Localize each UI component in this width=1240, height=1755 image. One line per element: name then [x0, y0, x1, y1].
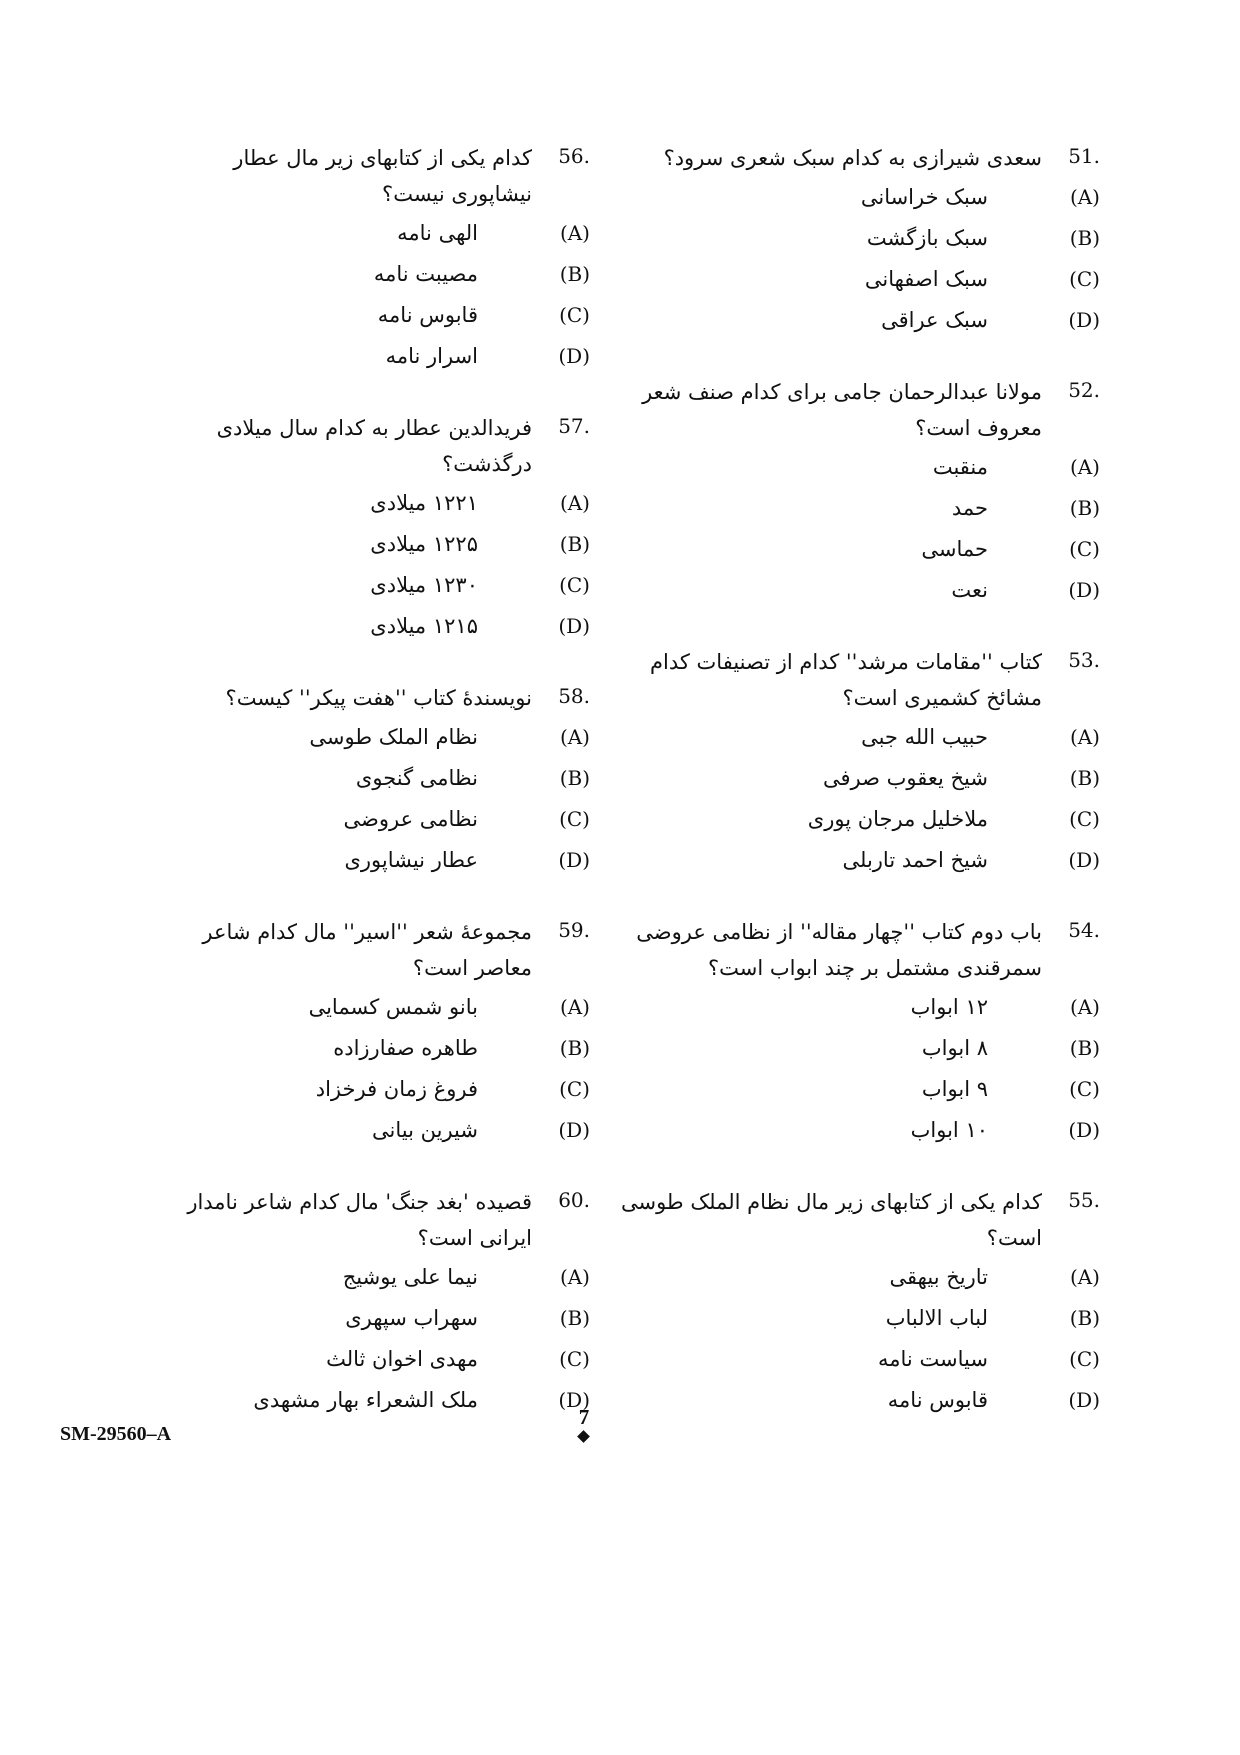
option-row: [620, 1027, 1100, 1068]
option-label: (B): [1069, 1035, 1100, 1060]
option-label: (C): [1069, 806, 1100, 831]
question-header: [620, 1184, 1100, 1256]
option-text: قابوس نامه: [377, 302, 478, 327]
option-label: (C): [559, 806, 590, 831]
option-label: (B): [1069, 1305, 1100, 1330]
question-header: [620, 914, 1100, 986]
option-row: [620, 1068, 1100, 1109]
question-51: [620, 140, 1100, 340]
option-text: نظامی عروضی: [343, 806, 478, 831]
question-text: کدام یکی از کتابهای زیر مال عطار نیشاپوری نیست؟: [233, 146, 532, 206]
option-row: [150, 1256, 590, 1297]
question-52: [620, 374, 1100, 610]
option-row: [150, 1027, 590, 1068]
option-text: ۱۲۲۱ میلادی: [370, 490, 478, 515]
paper-code: SM-29560–A: [60, 1423, 172, 1445]
question-header: [150, 140, 590, 212]
question-number: 58.: [558, 684, 590, 708]
question-number: 59.: [558, 918, 590, 942]
option-label: (D): [558, 1117, 590, 1142]
question-57: [150, 410, 590, 646]
option-label: (D): [558, 343, 590, 368]
option-label: (A): [559, 724, 590, 749]
right-column: [620, 140, 1100, 1454]
option-text: حمد: [951, 495, 988, 520]
option-text: الهی نامه: [397, 220, 478, 245]
option-text: ۱۰ ابواب: [910, 1117, 988, 1142]
option-row: [620, 217, 1100, 258]
option-row: [150, 294, 590, 335]
question-text: نویسندهٔ کتاب ''هفت پیکر'' کیست؟: [225, 686, 532, 710]
option-row: [150, 335, 590, 376]
option-row: [620, 1256, 1100, 1297]
question-number: 60.: [558, 1188, 590, 1212]
option-text: ۱۲۲۵ میلادی: [370, 531, 478, 556]
option-label: (C): [1069, 1076, 1100, 1101]
question-number: 57.: [558, 414, 590, 438]
option-label: (D): [1068, 1387, 1100, 1412]
option-row: [150, 1068, 590, 1109]
option-row: [620, 716, 1100, 757]
option-text: ۱۲ ابواب: [910, 994, 988, 1019]
option-label: (C): [559, 1076, 590, 1101]
option-label: (D): [1068, 847, 1100, 872]
option-label: (B): [559, 531, 590, 556]
option-text: فروغ زمان فرخزاد: [315, 1076, 478, 1101]
option-text: بانو شمس کسمایی: [308, 994, 478, 1019]
question-text: قصیده 'بغد جنگ' مال کدام شاعر نامدار ایرانی است؟: [187, 1190, 532, 1250]
question-58: [150, 680, 590, 880]
option-label: (A): [559, 490, 590, 515]
option-text: طاهره صفارزاده: [333, 1035, 478, 1060]
option-row: [620, 839, 1100, 880]
question-number: 56.: [558, 144, 590, 168]
option-label: (A): [559, 1264, 590, 1289]
question-text: مولانا عبدالرحمان جامی برای کدام صنف شعر معروف است؟: [642, 380, 1042, 440]
option-text: سبک بازگشت: [866, 225, 988, 250]
option-row: [620, 757, 1100, 798]
option-row: [620, 798, 1100, 839]
question-header: [150, 914, 590, 986]
option-label: (C): [559, 1346, 590, 1371]
question-56: [150, 140, 590, 376]
option-label: (B): [559, 1305, 590, 1330]
question-text: فریدالدین عطار به کدام سال میلادی درگذشت؟: [216, 416, 532, 476]
option-text: ۱۲۱۵ میلادی: [370, 613, 478, 638]
left-column: [150, 140, 590, 1454]
question-text: مجموعهٔ شعر ''اسیر'' مال کدام شاعر معاصر است؟: [202, 920, 532, 980]
option-label: (C): [559, 302, 590, 327]
option-row: [150, 564, 590, 605]
option-text: نظام الملک طوسی: [309, 724, 478, 749]
option-label: (D): [558, 847, 590, 872]
option-text: سبک عراقی: [881, 307, 988, 332]
option-text: لباب الالباب: [885, 1305, 988, 1330]
question-header: [150, 410, 590, 482]
option-row: [620, 1109, 1100, 1150]
option-row: [620, 1297, 1100, 1338]
option-label: (D): [558, 613, 590, 638]
option-row: [150, 605, 590, 646]
option-row: [150, 839, 590, 880]
option-text: تاریخ بیهقی: [889, 1264, 988, 1289]
option-text: سهراب سپهری: [345, 1305, 478, 1330]
option-label: (C): [1069, 536, 1100, 561]
option-text: ۹ ابواب: [921, 1076, 988, 1101]
option-label: (A): [559, 220, 590, 245]
option-row: [150, 1109, 590, 1150]
option-text: ۸ ابواب: [921, 1035, 988, 1060]
question-header: [620, 140, 1100, 176]
option-row: [150, 523, 590, 564]
option-row: [620, 569, 1100, 610]
option-row: [620, 258, 1100, 299]
question-text: سعدی شیرازی به کدام سبک شعری سرود؟: [663, 146, 1042, 170]
option-text: قابوس نامه: [887, 1387, 988, 1412]
option-text: نیما علی یوشیج: [342, 1264, 478, 1289]
option-label: (C): [1069, 1346, 1100, 1371]
question-59: [150, 914, 590, 1150]
question-number: 52.: [1068, 378, 1100, 402]
option-text: ۱۲۳۰ میلادی: [370, 572, 478, 597]
option-text: نعت: [951, 577, 988, 602]
option-text: شیخ احمد تاربلی: [842, 847, 988, 872]
option-text: حماسی: [921, 536, 988, 561]
option-text: سبک اصفهانی: [864, 266, 988, 291]
option-label: (B): [559, 765, 590, 790]
question-text: باب دوم کتاب ''چهار مقاله'' از نظامی عروضی سمرقندی مشتمل بر چند ابواب است؟: [636, 920, 1042, 980]
question-number: 51.: [1068, 144, 1100, 168]
option-text: عطار نیشاپوری: [344, 847, 478, 872]
option-row: [150, 1338, 590, 1379]
option-label: (A): [1069, 1264, 1100, 1289]
option-row: [620, 1379, 1100, 1420]
option-text: حبیب الله جبی: [861, 724, 988, 749]
question-header: [150, 1184, 590, 1256]
option-label: (A): [1069, 994, 1100, 1019]
option-label: (D): [1068, 577, 1100, 602]
question-53: [620, 644, 1100, 880]
option-text: منقبت: [932, 454, 988, 479]
option-text: نظامی گنجوی: [355, 765, 478, 790]
question-header: [620, 374, 1100, 446]
option-row: [150, 1379, 590, 1420]
option-label: (D): [1068, 1117, 1100, 1142]
option-row: [150, 798, 590, 839]
option-row: [150, 482, 590, 523]
option-label: (B): [1069, 225, 1100, 250]
option-label: (A): [1069, 454, 1100, 479]
option-row: [620, 528, 1100, 569]
option-label: (C): [1069, 266, 1100, 291]
option-label: (B): [1069, 765, 1100, 790]
option-text: سبک خراسانی: [860, 184, 988, 209]
option-text: شیرین بیانی: [372, 1117, 478, 1142]
question-number: 53.: [1068, 648, 1100, 672]
option-text: مهدی اخوان ثالث: [326, 1346, 478, 1371]
option-text: سیاست نامه: [878, 1346, 988, 1371]
option-row: [150, 1297, 590, 1338]
question-number: 55.: [1068, 1188, 1100, 1212]
question-header: [620, 644, 1100, 716]
question-55: [620, 1184, 1100, 1420]
option-row: [620, 176, 1100, 217]
option-row: [150, 253, 590, 294]
option-row: [150, 986, 590, 1027]
option-label: (A): [559, 994, 590, 1019]
question-60: [150, 1184, 590, 1420]
option-row: [150, 212, 590, 253]
option-label: (C): [559, 572, 590, 597]
option-text: شیخ یعقوب صرفی: [822, 765, 988, 790]
option-label: (D): [1068, 307, 1100, 332]
option-row: [620, 986, 1100, 1027]
option-label: (B): [559, 1035, 590, 1060]
option-label: (A): [1069, 184, 1100, 209]
option-row: [150, 716, 590, 757]
option-row: [150, 757, 590, 798]
question-number: 54.: [1068, 918, 1100, 942]
option-label: (B): [559, 261, 590, 286]
page-number: 7: [578, 1405, 590, 1429]
option-row: [620, 1338, 1100, 1379]
option-label: (B): [1069, 495, 1100, 520]
question-text: کدام یکی از کتابهای زیر مال نظام الملک طوسی است؟: [620, 1190, 1042, 1250]
option-text: ملاخلیل مرجان پوری: [807, 806, 988, 831]
option-text: مصیبت نامه: [373, 261, 478, 286]
option-label: (D): [558, 1387, 590, 1412]
option-label: (A): [1069, 724, 1100, 749]
option-text: اسرار نامه: [385, 343, 478, 368]
option-row: [620, 446, 1100, 487]
question-header: [150, 680, 590, 716]
question-text: کتاب ''مقامات مرشد'' کدام از تصنیفات کدام مشائخ کشمیری است؟: [650, 650, 1042, 710]
question-54: [620, 914, 1100, 1150]
option-row: [620, 299, 1100, 340]
option-text: ملک الشعراء بهار مشهدی: [253, 1387, 478, 1412]
option-row: [620, 487, 1100, 528]
